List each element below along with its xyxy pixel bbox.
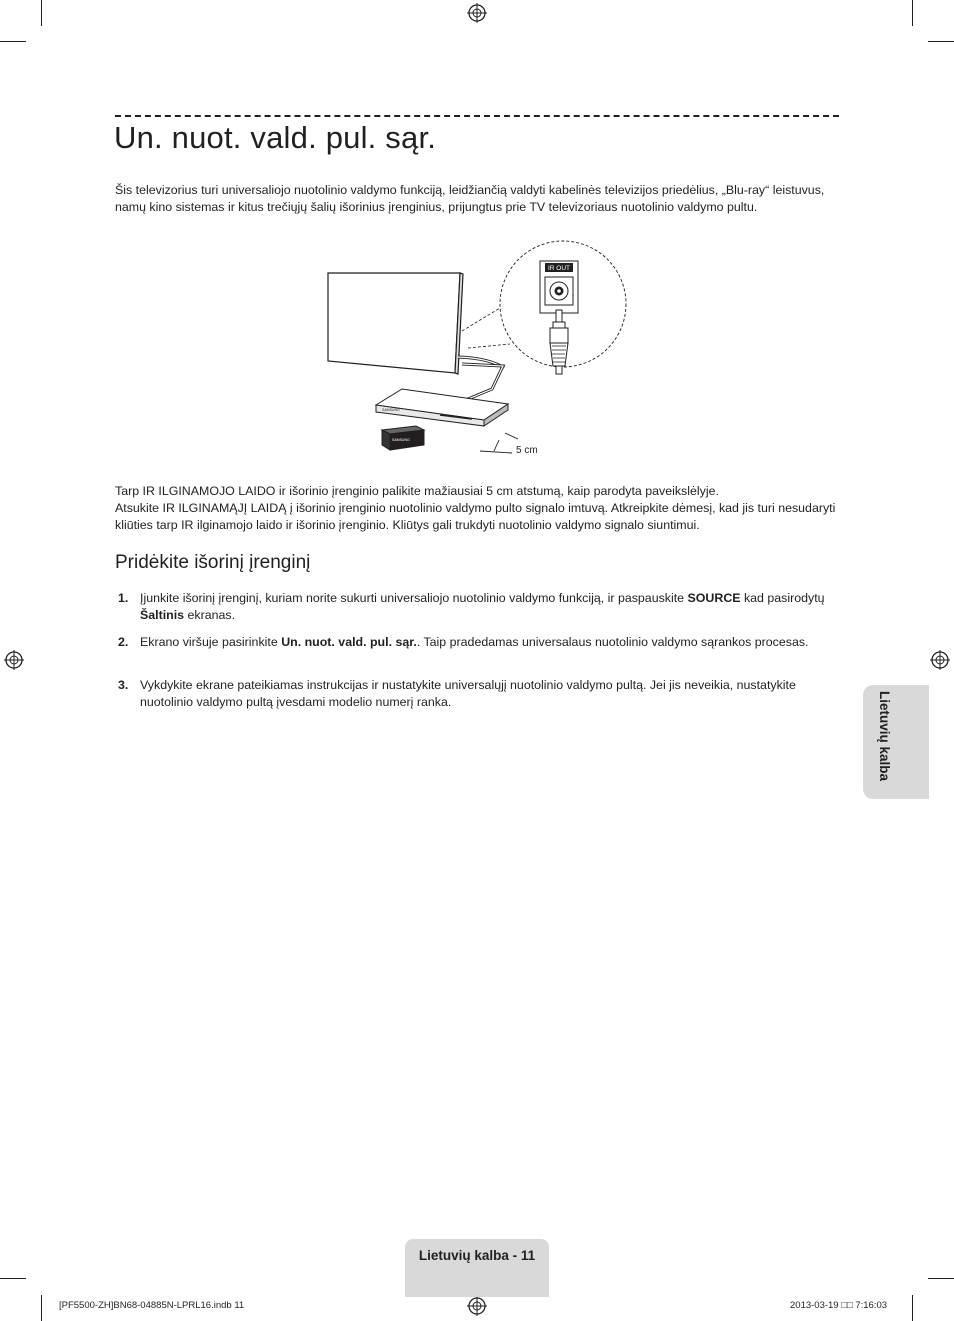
file-slug: [PF5500-ZH]BN68-04885N-LPRL16.indb 11: [59, 1300, 245, 1311]
step-number: 3.: [118, 678, 129, 692]
section-heading: Pridėkite išorinį įrenginį: [115, 552, 311, 573]
registration-mark-icon: [4, 650, 24, 670]
crop-mark: [0, 1278, 26, 1279]
distance-label: 5 cm: [516, 445, 538, 456]
brand-text: SAMSUNG: [392, 438, 410, 442]
crop-mark: [0, 41, 26, 42]
step-item: 2. Ekrano viršuje pasirinkite Un. nuot. vald. pul. sąr.. Taip pradedamas universalaus nuotolinio valdymo sąrankos procesas.: [118, 635, 809, 649]
set-top-box-icon: [376, 389, 508, 426]
registration-mark-icon: [467, 3, 487, 23]
page-number-label: Lietuvių kalba - 11: [418, 1248, 536, 1263]
crop-mark: [928, 41, 954, 42]
language-side-tab: [863, 685, 929, 799]
page-title: Un. nuot. vald. pul. sąr.: [114, 120, 437, 155]
brand-text: SAMSUNG: [382, 408, 400, 412]
tv-icon: [328, 273, 463, 374]
crop-mark: [928, 1278, 954, 1279]
page-number-tab: [405, 1239, 549, 1297]
side-tab-label: Lietuvių kalba: [877, 691, 892, 782]
print-timestamp: 2013-03-19 □□ 7:16:03: [790, 1300, 888, 1311]
intro-text: Šis televizorius turi universaliojo nuotolinio valdymo funkciją, leidžiančią valdyti kabelinės televizijos priedėlius, „Blu-ray“ leistuvus, namų kino sistemas ir kitus trečiųjų šalių išorinius įrenginius, prijungtus prie TV televizoriaus nuotolinio valdymo pultu.: [115, 183, 825, 214]
title-rule: [115, 115, 839, 117]
connection-illustration: [320, 240, 630, 462]
distance-marker: [480, 433, 518, 453]
intro-paragraph: [115, 182, 839, 216]
crop-mark: [41, 0, 42, 26]
ir-out-label: IR OUT: [547, 265, 571, 272]
crop-mark: [912, 1295, 913, 1321]
crop-mark: [41, 1295, 42, 1321]
note-paragraph: [115, 483, 839, 534]
crop-mark: [912, 0, 913, 26]
step-number: 1.: [118, 591, 129, 605]
note-line: Tarp IR ILGINAMOJO LAIDO ir išorinio įrenginio palikite mažiausiai 5 cm atstumą, kaip parodyta paveikslėlyje.: [115, 484, 719, 498]
step-item: 1. Įjunkite išorinį įrenginį, kuriam norite sukurti universaliojo nuotolinio valdymo funkciją, ir paspauskite SOURCE kad pasirodytų Šaltinis ekranas.: [118, 591, 825, 622]
ir-out-port-icon: [540, 261, 578, 313]
registration-mark-icon: [930, 650, 950, 670]
ir-extender-icon: [382, 426, 424, 450]
step-number: 2.: [118, 635, 129, 649]
step-item: 3. Vykdykite ekrane pateikiamas instrukcijas ir nustatykite universalųjį nuotolinio valdymo pultą. Jei jis neveikia, nustatykite nuotolinio valdymo pultą įvesdami modelio numerį ranka.: [118, 678, 796, 709]
note-line: Atsukite IR ILGINAMĄJĮ LAIDĄ į išorinio įrenginio nuotolinio valdymo pulto signalo imtuvą. Atkreipkite dėmesį, kad jis turi nesudaryti kliūties tarp IR ilginamojo laido ir išorinio įrenginio. Kliūtys gali trukdyti nuotolinio valdymo signalo siuntimui.: [115, 501, 836, 532]
registration-mark-icon: [467, 1296, 487, 1316]
